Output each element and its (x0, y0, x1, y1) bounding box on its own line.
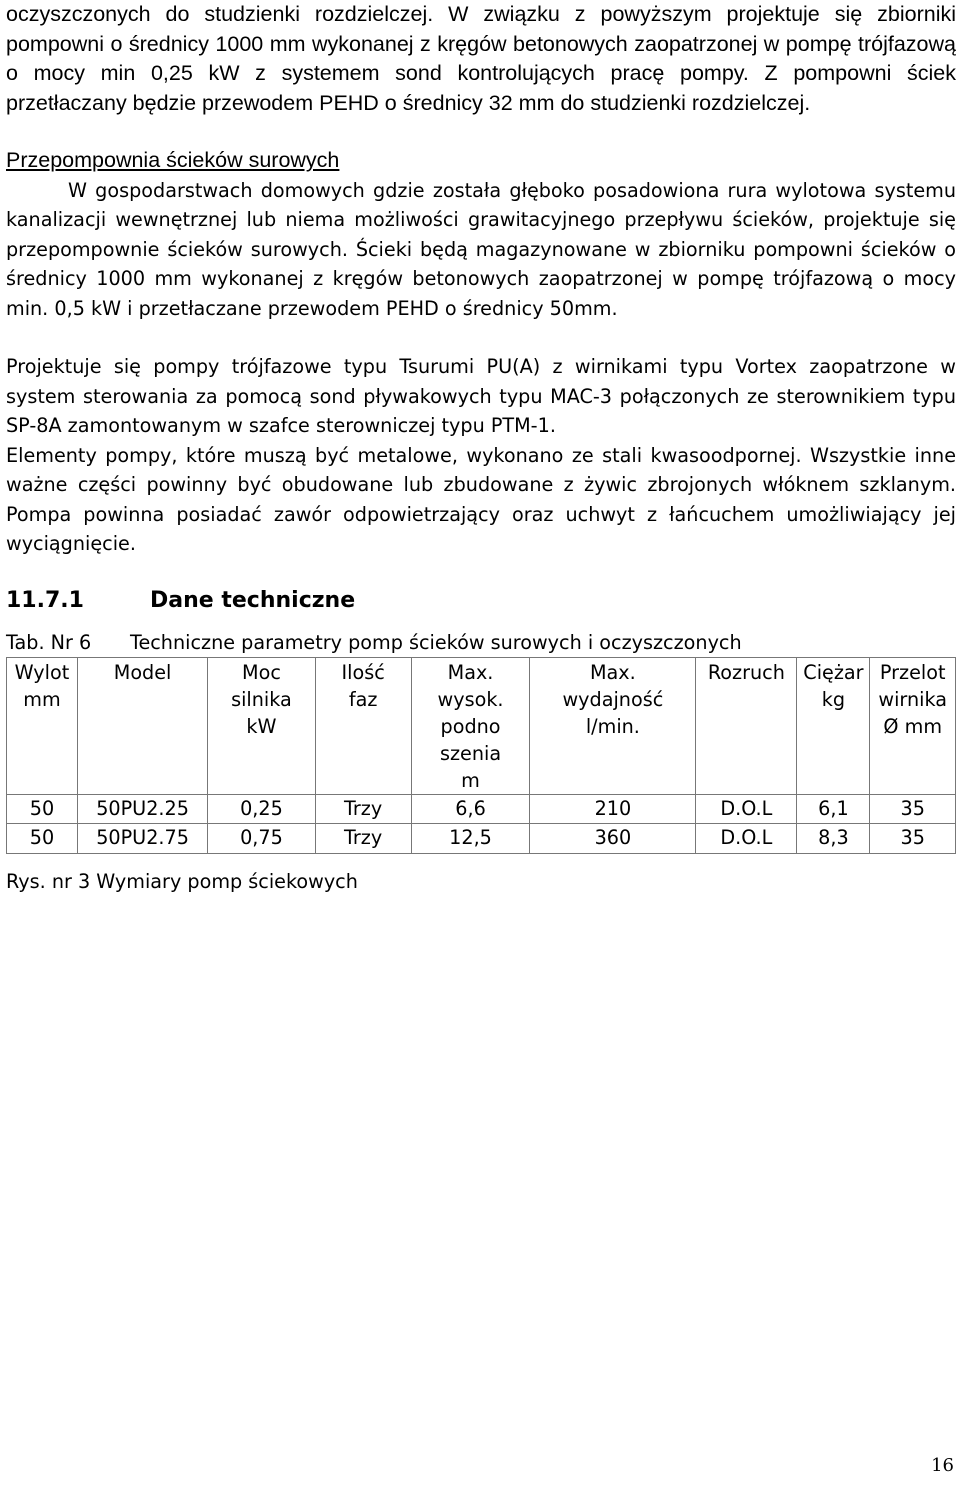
intro-paragraph: oczyszczonych do studzienki rozdzielczej. W związku z powyższym projektuje się zbiorniki pompowni o średnicy 1000 mm wykonanej z kręgów betonowych zaopatrzonej w pompę trójfazową o mocy min 0,25 kW z systemem sond kontrolujących pracę pompy. Z pompowni ściek przetłaczany będzie przewodem PEHD o średnicy 32 mm do studzienki rozdzielczej. (6, 2, 956, 115)
header-line: l/min. (585, 714, 640, 738)
table-cell: 12,5 (411, 824, 530, 854)
table-cell: 360 (530, 824, 696, 854)
header-line: wydajność (562, 687, 664, 711)
header-line: wirnika (878, 687, 948, 711)
header-line: Max. (589, 660, 636, 684)
table-header-cell (208, 657, 315, 794)
header-line: Max. (447, 660, 494, 684)
table-cell: D.O.L (696, 824, 797, 854)
table-cell: 50 (7, 794, 78, 824)
table-cell: 50PU2.25 (77, 794, 207, 824)
header-line: szenia (439, 741, 502, 765)
table-cell: 6,1 (797, 794, 870, 824)
header-line: faz (348, 687, 378, 711)
heading-number: 11.7.1 (6, 587, 84, 613)
table-cell: 0,75 (208, 824, 315, 854)
table-header-row (7, 657, 956, 794)
heading-title: Dane techniczne (150, 587, 356, 613)
table-caption-label: Tab. Nr 6 (6, 630, 92, 654)
table-cell: 50 (7, 824, 78, 854)
table-row (7, 824, 956, 854)
header-line: mm (23, 687, 61, 711)
table-header-cell (315, 657, 411, 794)
table-cell: 50PU2.75 (77, 824, 207, 854)
table-header-cell (696, 657, 797, 794)
header-line: Moc (242, 660, 281, 684)
table-cell: 35 (870, 794, 956, 824)
table-cell: D.O.L (696, 794, 797, 824)
header-line: podno (440, 714, 501, 738)
table-cell: 0,25 (208, 794, 315, 824)
table-cell: 8,3 (797, 824, 870, 854)
table-header-cell (7, 657, 78, 794)
table-header-cell (870, 657, 956, 794)
table-cell: Trzy (315, 794, 411, 824)
paragraph-gap (6, 323, 956, 352)
section-title: Przepompownia ścieków surowych (6, 148, 340, 172)
header-line: m (461, 768, 480, 792)
pump-parameters-table (6, 657, 956, 854)
header-line: Ciężar (803, 660, 864, 684)
section-heading (6, 586, 956, 616)
table-cell: 35 (870, 824, 956, 854)
header-line: Ilość (341, 660, 385, 684)
header-line: kg (821, 687, 846, 711)
section-paragraph (6, 176, 956, 324)
header-line: silnika (231, 687, 292, 711)
elements-paragraph: Elementy pompy, które muszą być metalowe, wykonano ze stali kwasoodpornej. Wszystkie inne ważne części powinny być obudowane lub zbudowane z żywic zbrojonych włóknem szklanym. Pompa powinna posiadać zawór odpowietrzający oraz uchwyt z łańcuchem umożliwiający jej wyciągnięcie. (6, 443, 956, 555)
header-line: Ø mm (883, 714, 943, 738)
header-line: kW (246, 714, 277, 738)
table-caption-text: Techniczne parametry pomp ścieków surowych i oczyszczonych (130, 630, 742, 654)
table-header-cell (77, 657, 207, 794)
figure-caption: Rys. nr 3 Wymiary pomp ściekowych (6, 869, 358, 893)
pumps-paragraph: Projektuje się pompy trójfazowe typu Tsurumi PU(A) z wirnikami typu Vortex zaopatrzone w system sterowania za pomocą sond pływakowych typu MAC-3 połączonych ze sterownikiem typu SP-8A zamontowanym w szafce sterowniczej typu PTM-1. (6, 355, 956, 437)
header-line: Przelot (879, 660, 946, 684)
table-cell: Trzy (315, 824, 411, 854)
document-page (6, 0, 956, 896)
section-paragraph-text: W gospodarstwach domowych gdzie została głęboko posadowiona rura wylotowa systemu kanalizacji wewnętrznej lub niema możliwości grawitacyjnego przepływu ścieków, projektuje się przepompownie ścieków surowych. Ścieki będą magazynowane w zbiorniku pompowni ścieków o średnicy 1000 mm wykonanej z kręgów betonowych zaopatrzonej w pompę trójfazową o mocy min. 0,5 kW i przetłaczane przewodem PEHD o średnicy 50mm. (6, 178, 956, 320)
table-header-cell (797, 657, 870, 794)
table-header-cell (411, 657, 530, 794)
table-row (7, 794, 956, 824)
header-line: wysok. (437, 687, 504, 711)
table-cell: 6,6 (411, 794, 530, 824)
header-line: Model (113, 660, 172, 684)
table-body (7, 794, 956, 853)
header-line: Rozruch (707, 660, 785, 684)
table-header-cell (530, 657, 696, 794)
table-caption (6, 629, 956, 657)
table-cell: 210 (530, 794, 696, 824)
header-line: Wylot (14, 660, 70, 684)
page-number: 16 (931, 1455, 954, 1476)
